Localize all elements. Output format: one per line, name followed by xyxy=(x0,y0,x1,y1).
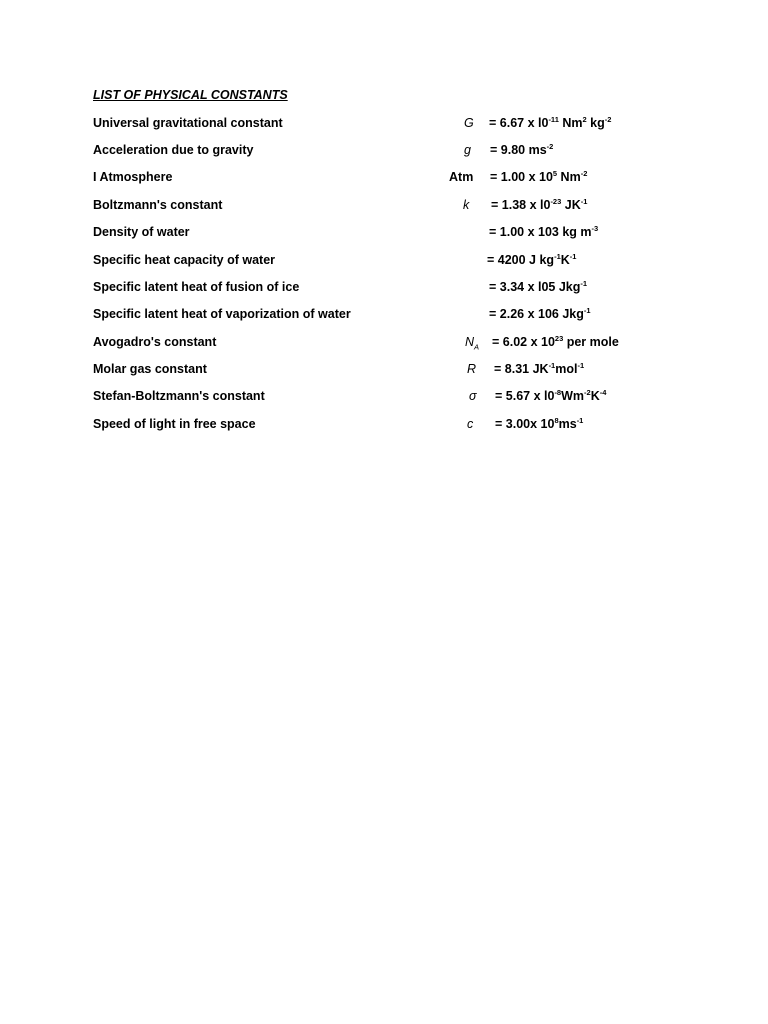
constant-value: = 4200 J $kg^{-1}K^{-1}$ xyxy=(487,251,577,267)
constant-value: = 5.67 x $l0^{-8}Wm^{-2}K^{-4}$ xyxy=(495,387,607,403)
constant-symbol: R xyxy=(467,362,477,376)
constant-row xyxy=(0,362,768,378)
constant-symbol: k xyxy=(463,198,470,212)
constant-name: Boltzmann's constant xyxy=(93,198,223,212)
constant-row xyxy=(0,116,768,132)
constant-value: = 1.00 x 103 kg $m^{-3}$ xyxy=(489,223,599,239)
constant-row xyxy=(0,225,768,241)
constant-row xyxy=(0,170,768,186)
constant-row xyxy=(0,335,768,351)
constant-name: Specific latent heat of vaporization of water xyxy=(93,307,351,321)
constant-name: Specific latent heat of fusion of ice xyxy=(93,280,300,294)
constant-row xyxy=(0,389,768,405)
page-title: LIST OF PHYSICAL CONSTANTS xyxy=(93,88,288,102)
constant-value: = 9.80 $ms^{-2}$ xyxy=(490,141,554,157)
constant-value: = 6.02 x $10^{23}$ per mole xyxy=(492,333,619,349)
constant-value: = 1.00 x $10^5$ $Nm^{-2}$ xyxy=(490,168,588,184)
constant-name: Universal gravitational constant xyxy=(93,116,283,130)
constant-symbol: c xyxy=(467,417,474,431)
constant-value: = 8.31 $JK^{-1}mol^{-1}$ xyxy=(494,360,585,376)
constant-row xyxy=(0,143,768,159)
constant-name: Specific heat capacity of water xyxy=(93,253,276,267)
constant-value: = 1.38 x $l0^{-23}$ $JK^{-1}$ xyxy=(491,196,588,212)
constant-name: Stefan-Boltzmann's constant xyxy=(93,389,265,403)
constant-symbol: Atm xyxy=(449,170,474,184)
constant-row xyxy=(0,417,768,433)
constant-value: = 2.26 x 106 Jkg$^{-1}$ xyxy=(489,305,591,321)
constant-value: = 3.34 x l05 Jkg$^{-1}$ xyxy=(489,278,588,294)
constant-name: Acceleration due to gravity xyxy=(93,143,254,157)
constant-symbol: G xyxy=(464,116,474,130)
constant-row xyxy=(0,198,768,214)
constant-name: Molar gas constant xyxy=(93,362,207,376)
constant-row xyxy=(0,307,768,323)
constant-symbol: g xyxy=(464,143,471,157)
constant-symbol: σ xyxy=(469,389,477,403)
constant-value: = 6.67 x $l0^{-11}$ Nm$^2$ $kg^{-2}$ xyxy=(489,114,612,130)
constant-name: Density of water xyxy=(93,225,190,239)
constant-value: = 3.00x $10^8ms^{-1}$ xyxy=(495,415,584,431)
constant-row xyxy=(0,280,768,296)
constant-symbol: $N_A$ xyxy=(465,335,480,352)
constant-name: I Atmosphere xyxy=(93,170,173,184)
constant-name: Speed of light in free space xyxy=(93,417,256,431)
constant-row xyxy=(0,253,768,269)
constant-name: Avogadro's constant xyxy=(93,335,217,349)
